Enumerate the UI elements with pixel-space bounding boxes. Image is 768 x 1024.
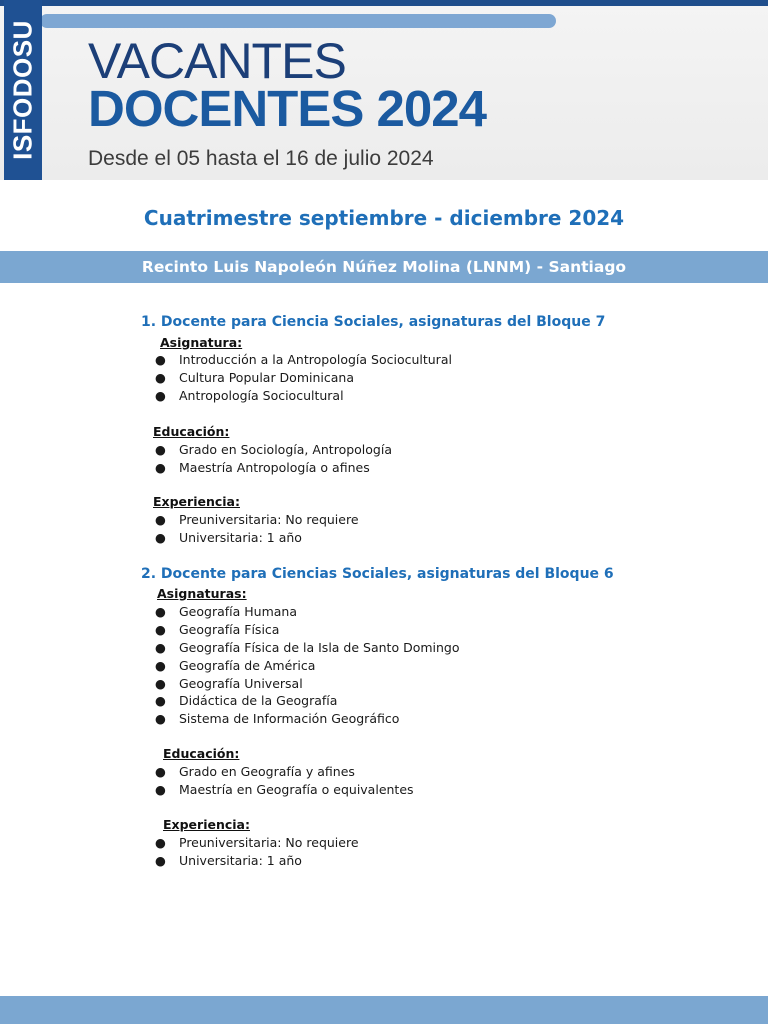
list-item: ● Geografía de América [155, 658, 316, 673]
campus-title: Recinto Luis Napoleón Núñez Molina (LNNM) - Santiago [141, 258, 627, 276]
subjects-label: Asignatura: [160, 335, 243, 350]
logo-text: ISFODOSU [7, 20, 38, 160]
bullet-icon: ● [155, 764, 166, 779]
list-item: ● Grado en Sociología, Antropología [155, 442, 392, 457]
list-item: ● Grado en Geografía y afines [155, 764, 355, 779]
bullet-icon: ● [155, 835, 166, 850]
decorative-bar [40, 14, 556, 28]
bullet-icon: ● [155, 640, 166, 655]
bullet-icon: ● [155, 442, 166, 457]
header-title-line2: DOCENTES 2024 [88, 80, 486, 137]
position-title: 2. Docente para Ciencias Sociales, asignaturas del Bloque 6 [141, 566, 614, 582]
bullet-icon: ● [155, 711, 166, 726]
bullet-icon: ● [155, 512, 166, 527]
bullet-icon: ● [155, 388, 166, 403]
list-item: ● Maestría en Geografía o equivalentes [155, 782, 414, 797]
position-title: 1. Docente para Ciencia Sociales, asignaturas del Bloque 7 [141, 314, 606, 330]
top-strip [0, 0, 768, 6]
bullet-icon: ● [155, 693, 166, 708]
list-item: ● Didáctica de la Geografía [155, 693, 338, 708]
list-item: ● Preuniversitaria: No requiere [155, 512, 359, 527]
education-label: Educación: [163, 746, 240, 761]
bullet-icon: ● [155, 530, 166, 545]
bullet-icon: ● [155, 853, 166, 868]
education-label: Educación: [153, 424, 230, 439]
list-item: ● Sistema de Información Geográfico [155, 711, 400, 726]
list-item: ● Universitaria: 1 año [155, 853, 302, 868]
list-item: ● Geografía Física de la Isla de Santo Domingo [155, 640, 460, 655]
bullet-icon: ● [155, 460, 166, 475]
list-item: ● Maestría Antropología o afines [155, 460, 370, 475]
header-banner [0, 0, 768, 180]
bullet-icon: ● [155, 676, 166, 691]
list-item: ● Geografía Física [155, 622, 280, 637]
subjects-label: Asignaturas: [157, 586, 247, 601]
bullet-icon: ● [155, 658, 166, 673]
bullet-icon: ● [155, 604, 166, 619]
header-title-line1: VACANTES [88, 33, 346, 89]
list-item: ● Preuniversitaria: No requiere [155, 835, 359, 850]
bullet-icon: ● [155, 622, 166, 637]
experience-label: Experiencia: [163, 817, 250, 832]
bullet-icon: ● [155, 352, 166, 367]
list-item: ● Geografía Universal [155, 676, 303, 691]
list-item: ● Antropología Sociocultural [155, 388, 344, 403]
list-item: ● Universitaria: 1 año [155, 530, 302, 545]
period-title: Cuatrimestre septiembre - diciembre 2024 [143, 206, 625, 230]
header-subtitle: Desde el 05 hasta el 16 de julio 2024 [88, 147, 434, 170]
list-item: ● Cultura Popular Dominicana [155, 370, 354, 385]
list-item: ● Introducción a la Antropología Sociocultural [155, 352, 452, 367]
experience-label: Experiencia: [153, 494, 240, 509]
bullet-icon: ● [155, 370, 166, 385]
list-item: ● Geografía Humana [155, 604, 298, 619]
bullet-icon: ● [155, 782, 166, 797]
footer-bar [0, 996, 768, 1024]
